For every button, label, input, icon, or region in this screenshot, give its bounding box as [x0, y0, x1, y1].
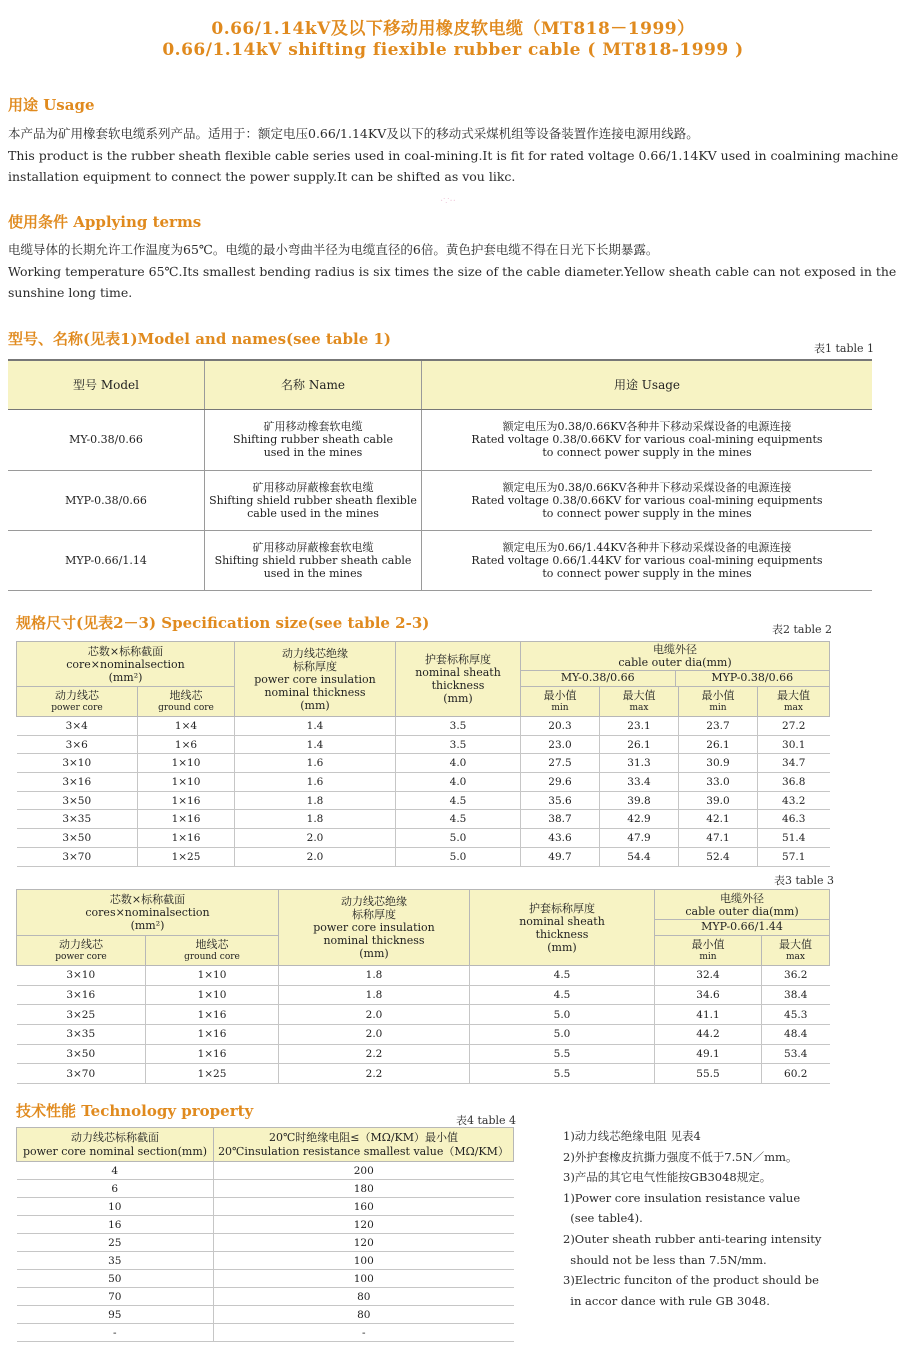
ins-header-en: nominal thickness — [323, 934, 425, 947]
table-row — [17, 1162, 514, 1180]
table-cell: 3×35 — [17, 1025, 146, 1045]
table-cell: 55.5 — [655, 1064, 762, 1084]
table-cell: 1×16 — [146, 1025, 279, 1045]
sheath-header-en: nominal sheath — [519, 914, 605, 928]
tech-table — [16, 1127, 514, 1342]
terms-cn: 电缆导体的长期允许工作温度为65℃。电缆的最小弯曲半径为电缆直径的6倍。黄色护套电缆不得在日光下长期暴露。 — [8, 242, 659, 257]
table-cell: 4.5 — [396, 810, 521, 829]
tech-notes — [563, 1126, 821, 1311]
table-cell: 1×10 — [146, 985, 279, 1005]
table-cell: 3×50 — [17, 1044, 146, 1064]
table-cell: 1.6 — [235, 773, 396, 792]
ground-core-header-en: ground core — [184, 951, 240, 962]
usage-en: Rated voltage 0.38/0.66KV for various coal-mining equipments — [471, 493, 823, 507]
table-cell: 1×10 — [138, 754, 235, 773]
table-cell: 3×16 — [17, 773, 138, 792]
table-row — [17, 1180, 514, 1198]
table3-caption: 表3 table 3 — [774, 874, 835, 887]
sheath-header-en: thickness — [535, 927, 589, 941]
name-en: Shifting shield rubber sheath cable — [214, 553, 412, 567]
cores-header-unit: (mm²) — [130, 919, 165, 932]
table-row — [8, 530, 872, 590]
model-table — [8, 359, 872, 591]
table-cell: 5.0 — [470, 1025, 655, 1045]
sheath-header-en: thickness — [431, 679, 485, 692]
ground-core-header: 地线芯 — [195, 937, 229, 951]
table-cell: 120 — [214, 1216, 514, 1234]
table-row — [17, 1216, 514, 1234]
spec-table-2 — [16, 641, 830, 867]
table-cell: 4.0 — [396, 773, 521, 792]
table-cell: 5.0 — [396, 829, 521, 848]
table-cell: 5.5 — [470, 1064, 655, 1084]
table-cell: 36.2 — [762, 966, 830, 986]
table-cell: 53.4 — [762, 1044, 830, 1064]
ground-core-header: 地线芯 — [169, 688, 203, 702]
ins-header: 标称厚度 — [352, 908, 396, 921]
usage-en: to connect power supply in the mines — [542, 506, 752, 520]
max-header: 最大值 — [777, 688, 810, 702]
terms-en-2: sunshine long time. — [8, 285, 133, 300]
table-row — [17, 773, 830, 792]
table-cell: 46.3 — [758, 810, 830, 829]
usage-cn: 额定电压为0.38/0.66KV各种井下移动采煤设备的电源连接 — [502, 420, 792, 433]
table-row — [17, 735, 830, 754]
usage-en-1: This product is the rubber sheath flexible cable series used in coal-mining.It is fit for rated voltage 0.66/1.14KV used in coalmining machine — [8, 148, 899, 163]
cores-header-unit: (mm²) — [108, 670, 143, 684]
note-line: 1)动力线芯绝缘电阻 见表4 — [563, 1129, 701, 1143]
models-heading: 型号、名称(见表1)Model and names(see table 1) — [8, 330, 391, 348]
table-cell: 38.7 — [521, 810, 600, 829]
sheath-header-unit: (mm) — [443, 692, 473, 705]
table-row — [17, 717, 830, 736]
table-cell: 2.0 — [279, 1025, 470, 1045]
note-line: 3)产品的其它电气性能按GB3048规定。 — [563, 1170, 772, 1185]
table-cell: 3×70 — [17, 1064, 146, 1084]
name-cn: 矿用移动屏蔽橡套软电缆 — [252, 480, 374, 494]
power-core-header-en: power core — [51, 702, 103, 713]
table-cell: 1×10 — [138, 773, 235, 792]
usage-en: to connect power supply in the mines — [542, 446, 752, 459]
note-line: 2)外护套橡皮抗撕力强度不低于7.5N／mm。 — [563, 1149, 798, 1164]
table-cell: 39.8 — [600, 791, 679, 810]
table-row — [17, 966, 830, 986]
table-cell: 5.0 — [470, 1005, 655, 1025]
terms-en-1: Working temperature 65℃.Its smallest bending radius is six times the size of the cable diameter.Yellow sheath cable can not exposed in the — [8, 264, 897, 279]
table-row — [8, 409, 872, 470]
table-cell: 100 — [214, 1270, 514, 1288]
table-cell: 1×16 — [146, 1005, 279, 1025]
usage-cn: 额定电压为0.66/1.44KV各种井下移动采煤设备的电源连接 — [502, 540, 792, 554]
usage-cn: 本产品为矿用橡套软电缆系列产品。适用于：额定电压0.66/1.14KV及以下的移动式采煤机组等设备装置作连接电源用线路。 — [8, 126, 699, 141]
table-cell: 2.0 — [235, 829, 396, 848]
table-cell: 27.2 — [758, 717, 830, 736]
model-header: 型号 Model — [8, 360, 205, 409]
table-cell: 23.7 — [679, 717, 758, 736]
name-en: used in the mines — [263, 446, 363, 459]
table-row — [17, 1025, 830, 1045]
usage-heading: 用途 Usage — [8, 96, 95, 114]
table-row — [17, 754, 830, 773]
table-cell: 70 — [17, 1288, 214, 1306]
table-cell: 4 — [17, 1162, 214, 1180]
table-cell: 160 — [214, 1198, 514, 1216]
table-cell: 10 — [17, 1198, 214, 1216]
table-cell: 38.4 — [762, 985, 830, 1005]
table-cell: 1.8 — [279, 985, 470, 1005]
section-header-en: power core nominal section(mm) — [22, 1144, 208, 1158]
dia-header: 电缆外径 — [653, 643, 697, 656]
table-cell: 33.0 — [679, 773, 758, 792]
table-cell: 2.0 — [279, 1005, 470, 1025]
table-cell: 49.1 — [655, 1044, 762, 1064]
table-cell: 47.9 — [600, 829, 679, 848]
table-cell: 23.1 — [600, 717, 679, 736]
table-cell: 3×10 — [17, 754, 138, 773]
max-header: 最大值 — [779, 937, 812, 951]
table-cell: 1.8 — [235, 791, 396, 810]
table-cell: 1×25 — [138, 847, 235, 866]
table-cell: 41.1 — [655, 1005, 762, 1025]
table-cell: 5.0 — [396, 847, 521, 866]
table-cell: - — [17, 1324, 214, 1342]
max-header-en: max — [629, 702, 649, 713]
table-cell: 120 — [214, 1234, 514, 1252]
name-en: Shifting shield rubber sheath flexible — [209, 493, 417, 507]
table-cell: 1.4 — [235, 717, 396, 736]
power-core-header-en: power core — [55, 951, 107, 962]
name-en: used in the mines — [263, 566, 363, 580]
note-line: should not be less than 7.5N/mm. — [563, 1252, 767, 1267]
ins-header-unit: (mm) — [300, 698, 330, 712]
table-cell: 16 — [17, 1216, 214, 1234]
table-cell: 1×6 — [138, 735, 235, 754]
table-row — [17, 810, 830, 829]
usage-en: Rated voltage 0.66/1.44KV for various coal-mining equipments — [471, 553, 823, 567]
name-cn: 矿用移动橡套软电缆 — [263, 420, 363, 433]
table-cell: 1.8 — [235, 810, 396, 829]
table-cell: 80 — [214, 1306, 514, 1324]
table-cell: 4.5 — [470, 985, 655, 1005]
max-header-en: max — [786, 951, 805, 962]
table-cell: 43.6 — [521, 829, 600, 848]
note-line: 1)Power core insulation resistance value — [563, 1190, 801, 1205]
table-cell: 48.4 — [762, 1025, 830, 1045]
table-cell: 5.5 — [470, 1044, 655, 1064]
table-cell: 1.6 — [235, 754, 396, 773]
sheath-header: 护套标称厚度 — [425, 653, 491, 666]
note-line: 2)Outer sheath rubber anti-tearing intensity — [563, 1231, 822, 1246]
ins-header-unit: (mm) — [359, 947, 389, 960]
max-header: 最大值 — [622, 688, 656, 702]
table-cell: 3×16 — [17, 985, 146, 1005]
spec-table-3 — [16, 889, 830, 1084]
terms-heading: 使用条件 Applying terms — [8, 213, 202, 231]
myp-header: MYP-0.66/1.44 — [655, 919, 829, 935]
cores-header: 芯数×标称截面 — [87, 644, 164, 658]
table-cell: - — [214, 1324, 514, 1342]
table-cell: 1×16 — [146, 1044, 279, 1064]
table-cell: 3×25 — [17, 1005, 146, 1025]
model-cell: MYP-0.38/0.66 — [8, 470, 205, 530]
ins-header: 动力线芯绝缘 — [282, 646, 348, 660]
table-row — [17, 1198, 514, 1216]
table-cell: 180 — [214, 1180, 514, 1198]
ins-header: 动力线芯绝缘 — [341, 895, 407, 908]
table-cell: 3×4 — [17, 717, 138, 736]
table-cell: 23.0 — [521, 735, 600, 754]
table-cell: 44.2 — [655, 1025, 762, 1045]
sheath-header-unit: (mm) — [547, 940, 577, 954]
table-cell: 42.1 — [679, 810, 758, 829]
resistance-header-en: 20℃insulation resistance smallest value（MΩ/KM） — [218, 1144, 509, 1158]
table-cell: 29.6 — [521, 773, 600, 792]
table-cell: 1.4 — [235, 735, 396, 754]
dia-header-en: cable outer dia(mm) — [685, 904, 799, 918]
table-cell: 3×50 — [17, 829, 138, 848]
table-row — [8, 470, 872, 530]
min-header: 最小值 — [701, 688, 735, 702]
table-cell: 27.5 — [521, 754, 600, 773]
table-cell: 33.4 — [600, 773, 679, 792]
spec-heading: 规格尺寸(见表2－3) Specification size(see table 2-3) — [16, 614, 430, 632]
table-cell: 35.6 — [521, 791, 600, 810]
table4-caption: 表4 table 4 — [456, 1114, 517, 1127]
usage-header: 用途 Usage — [422, 360, 873, 409]
table-cell: 1×16 — [138, 791, 235, 810]
table-cell: 30.1 — [758, 735, 830, 754]
cores-header-en: core×nominalsection — [66, 657, 185, 671]
table-cell: 52.4 — [679, 847, 758, 866]
table-cell: 95 — [17, 1306, 214, 1324]
note-line: 3)Electric funciton of the product should be — [563, 1273, 819, 1288]
max-header-en: max — [784, 702, 803, 713]
resistance-header: 20℃时绝缘电阻≤（MΩ/KM）最小值 — [268, 1130, 459, 1144]
power-core-header: 动力线芯 — [59, 937, 103, 951]
table-row — [17, 1064, 830, 1084]
table-cell: 1×16 — [138, 829, 235, 848]
table-cell: 4.5 — [396, 791, 521, 810]
table-cell: 100 — [214, 1252, 514, 1270]
tech-heading: 技术性能 Technology property — [16, 1102, 254, 1120]
table-cell: 25 — [17, 1234, 214, 1252]
name-en: Shifting rubber sheath cable — [232, 433, 394, 446]
min-header: 最小值 — [691, 937, 725, 951]
table-row — [17, 1234, 514, 1252]
table-cell: 20.3 — [521, 717, 600, 736]
table-cell: 39.0 — [679, 791, 758, 810]
cores-header-en: cores×nominalsection — [85, 906, 210, 919]
table-cell: 30.9 — [679, 754, 758, 773]
usage-en: to connect power supply in the mines — [542, 566, 752, 580]
table-cell: 35 — [17, 1252, 214, 1270]
table-cell: 3×70 — [17, 847, 138, 866]
table-cell: 26.1 — [679, 735, 758, 754]
dia-header-en: cable outer dia(mm) — [618, 656, 732, 669]
ins-header: 标称厚度 — [293, 659, 337, 673]
table-cell: 3.5 — [396, 717, 521, 736]
table-cell: 54.4 — [600, 847, 679, 866]
table-cell: 200 — [214, 1162, 514, 1180]
table-cell: 3×6 — [17, 735, 138, 754]
table2-caption: 表2 table 2 — [772, 623, 833, 636]
table-cell: 57.1 — [758, 847, 830, 866]
table-row — [17, 1306, 514, 1324]
table-cell: 4.0 — [396, 754, 521, 773]
table-cell: 49.7 — [521, 847, 600, 866]
table-cell: 2.2 — [279, 1064, 470, 1084]
table-row — [17, 1005, 830, 1025]
title-en: 0.66/1.14kV shifting fiexible rubber cable ( MT818-1999 ) — [162, 40, 744, 60]
name-cn: 矿用移动屏蔽橡套软电缆 — [252, 540, 374, 554]
table-cell: 3.5 — [396, 735, 521, 754]
ins-header-en: power core insulation — [254, 672, 376, 686]
note-line: (see table4). — [563, 1211, 643, 1226]
dia-header: 电缆外径 — [720, 891, 764, 905]
usage-en: Rated voltage 0.38/0.66KV for various coal-mining equipments — [471, 433, 823, 446]
power-core-header: 动力线芯 — [55, 688, 99, 702]
min-header: 最小值 — [543, 688, 577, 702]
section-header: 动力线芯标称截面 — [71, 1130, 159, 1144]
min-header-en: min — [699, 951, 717, 962]
table-row — [17, 1044, 830, 1064]
table-cell: 32.4 — [655, 966, 762, 986]
table-cell: 3×10 — [17, 966, 146, 986]
table-row — [17, 1270, 514, 1288]
ins-header-en: nominal thickness — [264, 685, 366, 699]
table-cell: 1×10 — [146, 966, 279, 986]
table-cell: 31.3 — [600, 754, 679, 773]
table-cell: 60.2 — [762, 1064, 830, 1084]
table-cell: 26.1 — [600, 735, 679, 754]
table-cell: 3×50 — [17, 791, 138, 810]
table-row — [17, 1252, 514, 1270]
table-cell: 1×16 — [138, 810, 235, 829]
usage-en-2: installation equipment to connect the power supply.It can be shifted as vou likc. — [8, 169, 516, 184]
cores-header: 芯数×标称截面 — [109, 893, 186, 906]
table-row — [17, 985, 830, 1005]
myp-header: MYP-0.38/0.66 — [711, 671, 794, 684]
usage-cn: 额定电压为0.38/0.66KV各种井下移动采煤设备的电源连接 — [502, 480, 792, 494]
sheath-header-en: nominal sheath — [415, 666, 501, 679]
table-cell: 43.2 — [758, 791, 830, 810]
table-cell: 45.3 — [762, 1005, 830, 1025]
table-cell: 1.8 — [279, 966, 470, 986]
note-line: in accor dance with rule GB 3048. — [563, 1293, 770, 1308]
faint-mark: ·∵·· — [440, 196, 456, 207]
table-row — [17, 829, 830, 848]
table-row — [17, 847, 830, 866]
sheath-header: 护套标称厚度 — [529, 901, 595, 915]
my-header: MY-0.38/0.66 — [521, 671, 676, 686]
table-row — [17, 1288, 514, 1306]
name-en: cable used in the mines — [247, 506, 379, 520]
table-cell: 6 — [17, 1180, 214, 1198]
table1-caption: 表1 table 1 — [814, 342, 875, 355]
title-cn: 0.66/1.14kV及以下移动用橡皮软电缆（MT818－1999） — [211, 19, 695, 39]
table-cell: 1×4 — [138, 717, 235, 736]
min-header-en: min — [551, 702, 569, 713]
table-cell: 51.4 — [758, 829, 830, 848]
name-header: 名称 Name — [205, 360, 422, 409]
table-cell: 2.2 — [279, 1044, 470, 1064]
table-cell: 50 — [17, 1270, 214, 1288]
table-cell: 42.9 — [600, 810, 679, 829]
table-cell: 80 — [214, 1288, 514, 1306]
table-cell: 34.7 — [758, 754, 830, 773]
table-cell: 34.6 — [655, 985, 762, 1005]
table-cell: 2.0 — [235, 847, 396, 866]
table-cell: 4.5 — [470, 966, 655, 986]
model-cell: MY-0.38/0.66 — [8, 409, 205, 470]
table-cell: 1×25 — [146, 1064, 279, 1084]
model-cell: MYP-0.66/1.14 — [8, 530, 205, 590]
table-cell: 36.8 — [758, 773, 830, 792]
ins-header-en: power core insulation — [313, 921, 435, 934]
table-cell: 3×35 — [17, 810, 138, 829]
table-cell: 47.1 — [679, 829, 758, 848]
min-header-en: min — [709, 702, 727, 713]
table-row — [17, 791, 830, 810]
ground-core-header-en: ground core — [158, 702, 214, 713]
table-row — [17, 1324, 514, 1342]
